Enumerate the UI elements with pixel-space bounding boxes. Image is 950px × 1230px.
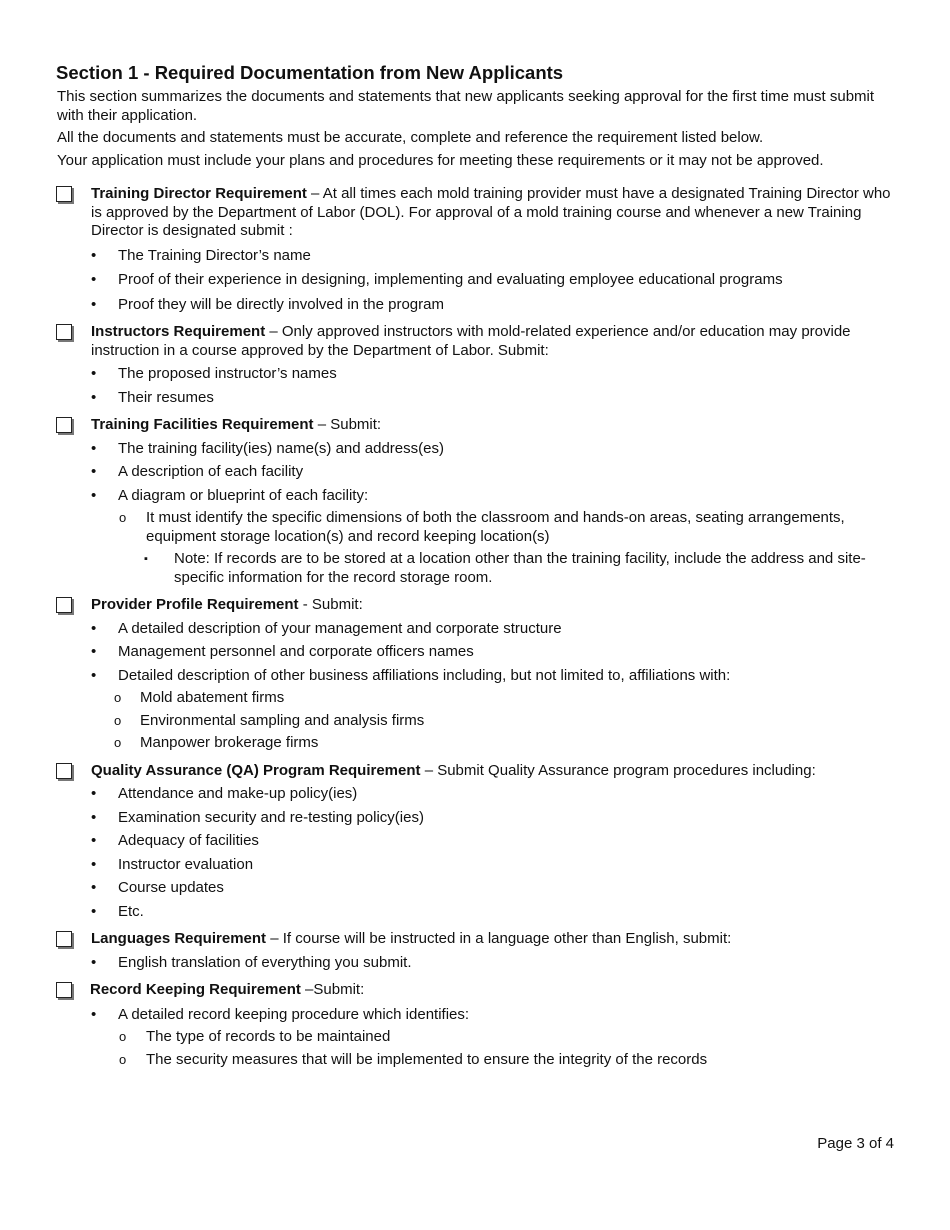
section-title: Section 1 - Required Documentation from New Applicants [56, 62, 564, 83]
requirement-training-facilities [56, 416, 896, 587]
list-item: • Examination security and re-testing policy(ies) [91, 808, 424, 826]
requirement-heading: Instructors Requirement [91, 323, 266, 340]
list-item: o The security measures that will be implemented to ensure the integrity of the records [119, 1050, 708, 1068]
requirement-heading: Training Director Requirement [91, 185, 307, 202]
requirement-heading: Record Keeping Requirement [90, 981, 301, 998]
list-item: • The proposed instructor’s names [91, 365, 337, 382]
requirement-record-keeping [56, 981, 896, 1069]
circle-bullet-icon: o [119, 1051, 127, 1067]
list-item: o Mold abatement firms [114, 689, 285, 706]
bullet-icon: • [91, 619, 97, 637]
requirement-text: – Submit: [313, 416, 382, 433]
requirement-instructors [56, 323, 896, 407]
bullet-icon: • [91, 902, 97, 920]
list-item: • A detailed description of your management and corporate structure [91, 619, 562, 637]
document-page [56, 62, 896, 1069]
square-bullet-icon: ▪ [144, 553, 148, 565]
list-item: • Attendance and make-up policy(ies) [91, 785, 358, 802]
intro [56, 88, 896, 170]
bullet-icon: • [91, 785, 97, 802]
requirement-training-director [56, 185, 896, 314]
bullet-icon: • [91, 463, 97, 480]
bullet-icon: • [91, 486, 97, 504]
requirement-heading: Training Facilities Requirement [91, 416, 314, 433]
circle-bullet-icon: o [114, 712, 122, 728]
list-item: • Detailed description of other business affiliations including, but not limited to, affiliations with: [91, 666, 731, 684]
circle-bullet-icon: o [119, 510, 127, 525]
checkbox[interactable] [56, 763, 72, 779]
circle-bullet-icon: o [114, 690, 122, 705]
list-item: • Management personnel and corporate officers names [91, 643, 474, 660]
intro-paragraph: Your application must include your plans and procedures for meeting these requirements or it may not be approved. [57, 151, 824, 169]
list-item: • Proof they will be directly involved in the program [91, 295, 444, 313]
list-item: • English translation of everything you submit. [91, 953, 412, 971]
page-number: Page 3 of 4 [817, 1135, 894, 1152]
requirement-languages [56, 930, 896, 972]
list-item: • Adequacy of facilities [91, 832, 259, 849]
list-item: • The training facility(ies) name(s) and address(es) [91, 439, 444, 457]
requirement-heading: Provider Profile Requirement [91, 596, 299, 613]
requirement-text: – At all times each mold training provider must have a designated Training Director who is approved by the Department of Labor (DOL). For approval of a mold training course and whenever a new Training Director is designated submit : [91, 185, 891, 239]
intro-paragraph: This section summarizes the documents and statements that new applicants seeking approval for the first time must submit with their application. [57, 88, 875, 124]
checkbox[interactable] [56, 417, 72, 433]
requirement-provider-profile [56, 596, 896, 753]
circle-bullet-icon: o [114, 735, 122, 750]
bullet-icon: • [91, 832, 97, 849]
requirement-heading: Quality Assurance (QA) Program Requirement [91, 761, 421, 779]
checkbox[interactable] [56, 324, 72, 340]
list-item: • A detailed record keeping procedure which identifies: [91, 1005, 470, 1023]
list-item: • Course updates [91, 879, 224, 896]
checkbox[interactable] [56, 931, 72, 947]
list-item: • The Training Director’s name [91, 246, 311, 264]
bullet-icon: • [91, 365, 97, 382]
list-item: • Proof of their experience in designing, implementing and evaluating employee educational programs [91, 271, 783, 288]
bullet-icon: • [91, 643, 97, 660]
circle-bullet-icon: o [119, 1029, 127, 1044]
requirement-text: – Submit Quality Assurance program procedures including: [420, 761, 816, 779]
bullet-icon: • [91, 855, 97, 873]
bullet-icon: • [91, 666, 97, 684]
intro-paragraph: All the documents and statements must be accurate, complete and reference the requirement listed below. [57, 129, 764, 146]
list-item: o Manpower brokerage firms [114, 734, 319, 751]
list-item: • A description of each facility [91, 463, 304, 480]
list-item: o The type of records to be maintained [119, 1028, 391, 1045]
bullet-icon: • [91, 808, 97, 826]
bullet-icon: • [91, 439, 97, 457]
list-item: o It must identify the specific dimensions of both the classroom and hands-on areas, seating arrangements, equipment storage location(s) and record keeping location(s) [119, 509, 845, 545]
requirement-quality-assurance [56, 762, 896, 922]
requirement-text: – If course will be instructed in a language other than English, submit: [266, 930, 732, 947]
bullet-icon: • [91, 879, 97, 896]
list-item: o Environmental sampling and analysis firms [114, 711, 425, 729]
requirement-text: - Submit: [298, 596, 363, 613]
bullet-icon: • [91, 1005, 97, 1023]
list-item: • Instructor evaluation [91, 855, 254, 873]
requirement-heading: Languages Requirement [91, 930, 267, 947]
bullet-icon: • [91, 388, 97, 406]
checkbox[interactable] [56, 982, 72, 998]
list-item: • Their resumes [91, 388, 214, 406]
bullet-icon: • [91, 953, 97, 971]
bullet-icon: • [91, 295, 97, 313]
requirement-text: –Submit: [300, 981, 365, 998]
list-item: • Etc. [91, 902, 144, 920]
list-item: • A diagram or blueprint of each facility: [91, 486, 369, 504]
checkbox[interactable] [56, 597, 72, 613]
bullet-icon: • [91, 246, 97, 264]
bullet-icon: • [91, 271, 97, 288]
checkbox[interactable] [56, 186, 72, 202]
list-item: ▪ Note: If records are to be stored at a location other than the training facility, include the address and site-specific information for the record storage room. [144, 550, 866, 586]
requirement-text: – Only approved instructors with mold-related experience and/or education may provide instruction in a course approved by the Department of Labor. Submit: [91, 323, 851, 359]
